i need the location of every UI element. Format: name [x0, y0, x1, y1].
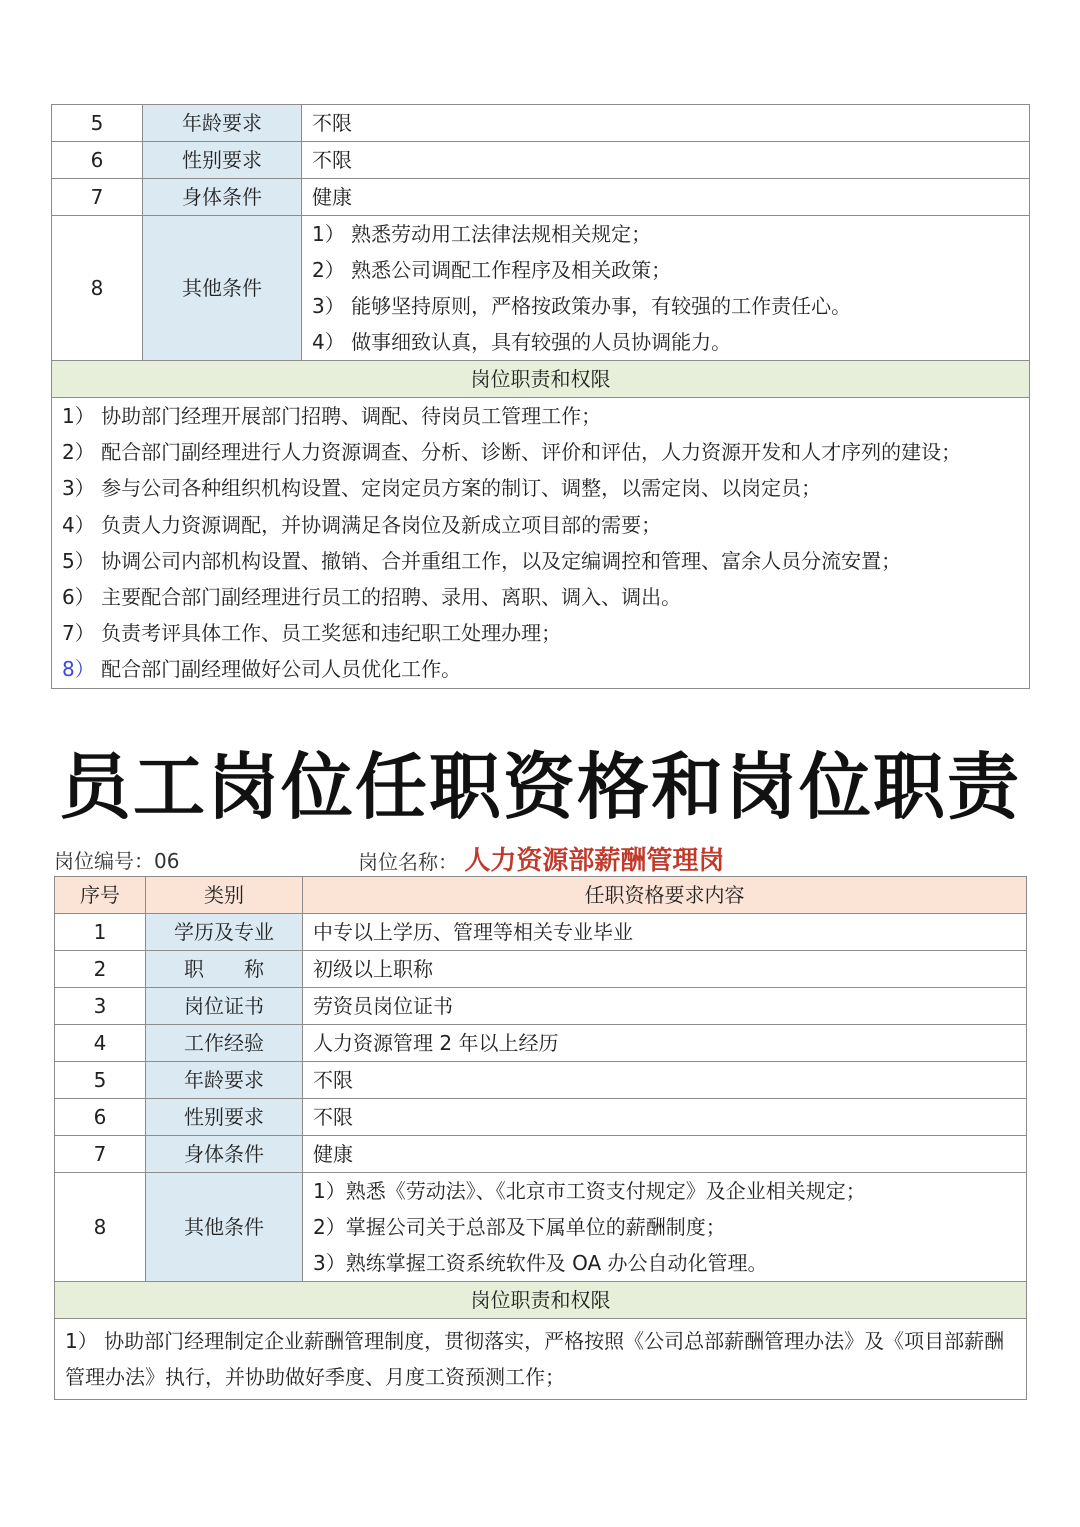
row-category: 性别要求 [146, 1099, 303, 1136]
row-number: 8 [55, 1173, 146, 1282]
duty-item [62, 651, 1029, 687]
row-number: 2 [55, 951, 146, 988]
row-number: 8 [52, 216, 143, 361]
list-item: 2） 熟悉公司调配工作程序及相关政策； [312, 258, 672, 282]
list-item: 1）熟悉《劳动法》、《北京市工资支付规定》及企业相关规定； [313, 1179, 866, 1203]
table-row [55, 1136, 1027, 1173]
table-row [52, 179, 1030, 216]
row-value: 劳资员岗位证书 [303, 988, 1027, 1025]
row-value: 不限 [303, 1062, 1027, 1099]
qualification-table-continued [51, 104, 1030, 689]
table-row [55, 951, 1027, 988]
row-category: 年龄要求 [143, 105, 302, 142]
header-content: 任职资格要求内容 [303, 877, 1027, 914]
list-item: 3）熟练掌握工资系统软件及 OA 办公自动化管理。 [313, 1251, 768, 1275]
row-value: 健康 [302, 179, 1030, 216]
other-conditions-list [303, 1173, 1027, 1282]
duties-section-title: 岗位职责和权限 [55, 1282, 1027, 1319]
header-category: 类别 [146, 877, 303, 914]
row-value: 不限 [302, 105, 1030, 142]
row-number: 7 [55, 1136, 146, 1173]
duties-row [52, 398, 1030, 689]
post-name-label: 岗位名称： [358, 850, 458, 874]
row-category: 其他条件 [146, 1173, 303, 1282]
row-number: 6 [55, 1099, 146, 1136]
list-item: 1） 熟悉劳动用工法律法规相关规定； [312, 222, 652, 246]
duty-item: 7） 负责考评具体工作、员工奖惩和违纪职工处理办理； [62, 621, 562, 646]
table-row [55, 1025, 1027, 1062]
row-number: 5 [52, 105, 143, 142]
row-number: 4 [55, 1025, 146, 1062]
row-number: 1 [55, 914, 146, 951]
post-name: 人力资源部薪酬管理岗 [464, 846, 725, 876]
qualification-table [54, 876, 1027, 1400]
duty-item: 2） 配合部门副经理进行人力资源调查、分析、诊断、评价和评估，人力资源开发和人才序列的建设； [62, 440, 962, 465]
row-value: 中专以上学历、管理等相关专业毕业 [303, 914, 1027, 951]
list-item: 3） 能够坚持原则，严格按政策办事，有较强的工作责任心。 [312, 294, 852, 318]
table-row [52, 216, 1030, 361]
other-conditions-list [302, 216, 1030, 361]
table-row [52, 105, 1030, 142]
row-value: 不限 [302, 142, 1030, 179]
table-row [52, 142, 1030, 179]
duty-text: 配合部门副经理做好公司人员优化工作。 [94, 657, 462, 682]
row-category: 性别要求 [143, 142, 302, 179]
row-number: 3 [55, 988, 146, 1025]
post-code: 岗位编号：06 [54, 849, 180, 873]
row-number: 5 [55, 1062, 146, 1099]
row-value: 健康 [303, 1136, 1027, 1173]
row-category: 岗位证书 [146, 988, 303, 1025]
list-item: 2）掌握公司关于总部及下属单位的薪酬制度； [313, 1215, 726, 1239]
duties-section-title: 岗位职责和权限 [52, 361, 1030, 398]
post-name-field [358, 846, 724, 877]
row-value: 初级以上职称 [303, 951, 1027, 988]
row-category: 学历及专业 [146, 914, 303, 951]
duties-list [52, 398, 1030, 689]
duty-item: 1） 协助部门经理制定企业薪酬管理制度，贯彻落实，严格按照《公司总部薪酬管理办法》及《项目部薪酬管理办法》执行，并协助做好季度、月度工资预测工作； [55, 1319, 1027, 1400]
row-category: 职 称 [146, 951, 303, 988]
list-item: 4） 做事细致认真，具有较强的人员协调能力。 [312, 330, 732, 354]
page-title: 员工岗位任职资格和岗位职责 [58, 745, 1021, 829]
duty-item: 4） 负责人力资源调配，并协调满足各岗位及新成立项目部的需要； [62, 512, 662, 537]
row-value: 不限 [303, 1099, 1027, 1136]
table-row [55, 914, 1027, 951]
duties-row [55, 1319, 1027, 1400]
duty-number: 8） [62, 657, 95, 682]
table-row [55, 1173, 1027, 1282]
duty-item: 5） 协调公司内部机构设置、撤销、合并重组工作，以及定编调控和管理、富余人员分流安置； [62, 548, 902, 573]
row-category: 年龄要求 [146, 1062, 303, 1099]
duty-item: 1） 协助部门经理开展部门招聘、调配、待岗员工管理工作； [62, 404, 602, 428]
row-category: 身体条件 [146, 1136, 303, 1173]
section-header-row [52, 361, 1030, 398]
duty-item: 6） 主要配合部门副经理进行员工的招聘、录用、离职、调入、调出。 [62, 585, 682, 610]
row-category: 其他条件 [143, 216, 302, 361]
row-category: 身体条件 [143, 179, 302, 216]
table-row [55, 988, 1027, 1025]
row-value: 人力资源管理 2 年以上经历 [303, 1025, 1027, 1062]
row-number: 7 [52, 179, 143, 216]
table-row [55, 1062, 1027, 1099]
row-number: 6 [52, 142, 143, 179]
duty-item: 3） 参与公司各种组织机构设置、定岗定员方案的制订、调整，以需定岗、以岗定员； [62, 476, 822, 501]
section-header-row [55, 1282, 1027, 1319]
row-category: 工作经验 [146, 1025, 303, 1062]
table-header-row [55, 877, 1027, 914]
table-row [55, 1099, 1027, 1136]
header-num: 序号 [55, 877, 146, 914]
